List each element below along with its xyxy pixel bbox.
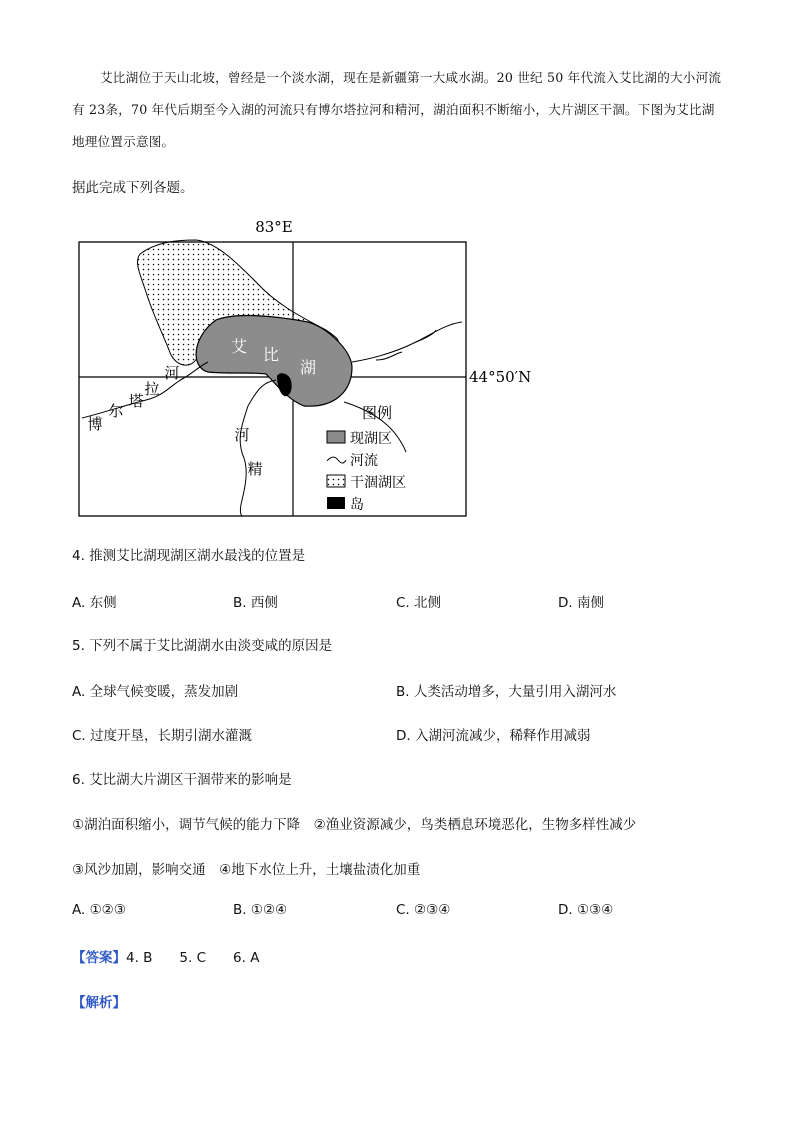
q5-option-d: D. 入湖河流减少，稀释作用减弱 <box>396 728 591 744</box>
q4-option-b: B. 西侧 <box>233 595 278 611</box>
answer-line <box>72 946 259 966</box>
analysis-label: 【解析】 <box>72 995 126 1011</box>
instruction: 据此完成下列各题。 <box>72 180 194 196</box>
q6-statements-line-1: ①湖泊面积缩小，调节气候的能力下降 ②渔业资源减少，鸟类栖息环境恶化，生物多样性减少 <box>72 817 637 833</box>
question-5-stem: 5. 下列不属于艾比湖湖水由淡变咸的原因是 <box>72 638 333 654</box>
answer-text: 4. B 5. C 6. A <box>126 950 260 966</box>
location-map <box>76 212 532 522</box>
q5-option-a: A. 全球气候变暖，蒸发加剧 <box>72 684 239 700</box>
analysis-line <box>72 991 126 1011</box>
legend-river-label: 河流 <box>350 453 378 469</box>
q6-option-b: B. ①②④ <box>233 902 288 918</box>
legend-dried-label: 干涸湖区 <box>350 475 406 491</box>
legend-island-swatch <box>327 497 345 509</box>
river1-char-2: 尔 <box>108 402 124 420</box>
lake-label-3: 湖 <box>299 358 317 377</box>
river1-char-5: 河 <box>164 364 180 382</box>
river1-char-3: 塔 <box>128 392 144 410</box>
q6-option-d: D. ①③④ <box>558 902 614 918</box>
river2-char-1: 河 <box>234 426 250 444</box>
river1-char-4: 拉 <box>144 380 160 398</box>
question-4-stem: 4. 推测艾比湖现湖区湖水最浅的位置是 <box>72 548 306 564</box>
lake-label-2: 比 <box>262 345 280 364</box>
latitude-label: 44°50′N <box>469 368 532 386</box>
river1-char-1: 博 <box>87 415 103 433</box>
q6-option-c: C. ②③④ <box>396 902 451 918</box>
question-6-stem: 6. 艾比湖大片湖区干涸带来的影响是 <box>72 772 292 788</box>
q4-option-d: D. 南侧 <box>558 595 604 611</box>
intro-paragraph: 艾比湖位于天山北坡，曾经是一个淡水湖，现在是新疆第一大咸水湖。20 世纪 50 年代流入艾比湖的大小河流有 23条，70 年代后期至今入湖的河流只有博尔塔拉河和精河，湖泊面积不断缩小，大片湖区干涸。下图为艾比湖地理位置示意图。 <box>72 70 722 149</box>
q4-option-c: C. 北侧 <box>396 595 442 611</box>
q4-option-a: A. 东侧 <box>72 595 117 611</box>
legend-island-label: 岛 <box>350 497 364 513</box>
river-jing <box>240 380 276 516</box>
river-east <box>352 322 462 362</box>
legend-river-swatch <box>327 457 346 463</box>
legend-lake-label: 现湖区 <box>350 431 392 447</box>
q5-option-c: C. 过度开垦，长期引湖水灌溉 <box>72 728 253 744</box>
longitude-label: 83°E <box>255 218 293 236</box>
q6-statements-line-2: ③风沙加剧，影响交通 ④地下水位上升，土壤盐渍化加重 <box>72 862 421 878</box>
q5-option-b: B. 人类活动增多，大量引用入湖河水 <box>396 684 617 700</box>
answer-label: 【答案】 <box>72 950 126 966</box>
legend <box>327 404 406 513</box>
q6-option-a: A. ①②③ <box>72 902 126 918</box>
legend-title: 图例 <box>362 404 393 422</box>
river2-char-2: 精 <box>247 460 263 478</box>
legend-lake-swatch <box>327 431 345 443</box>
legend-dried-swatch <box>327 475 345 487</box>
lake-label-1: 艾 <box>230 337 248 356</box>
